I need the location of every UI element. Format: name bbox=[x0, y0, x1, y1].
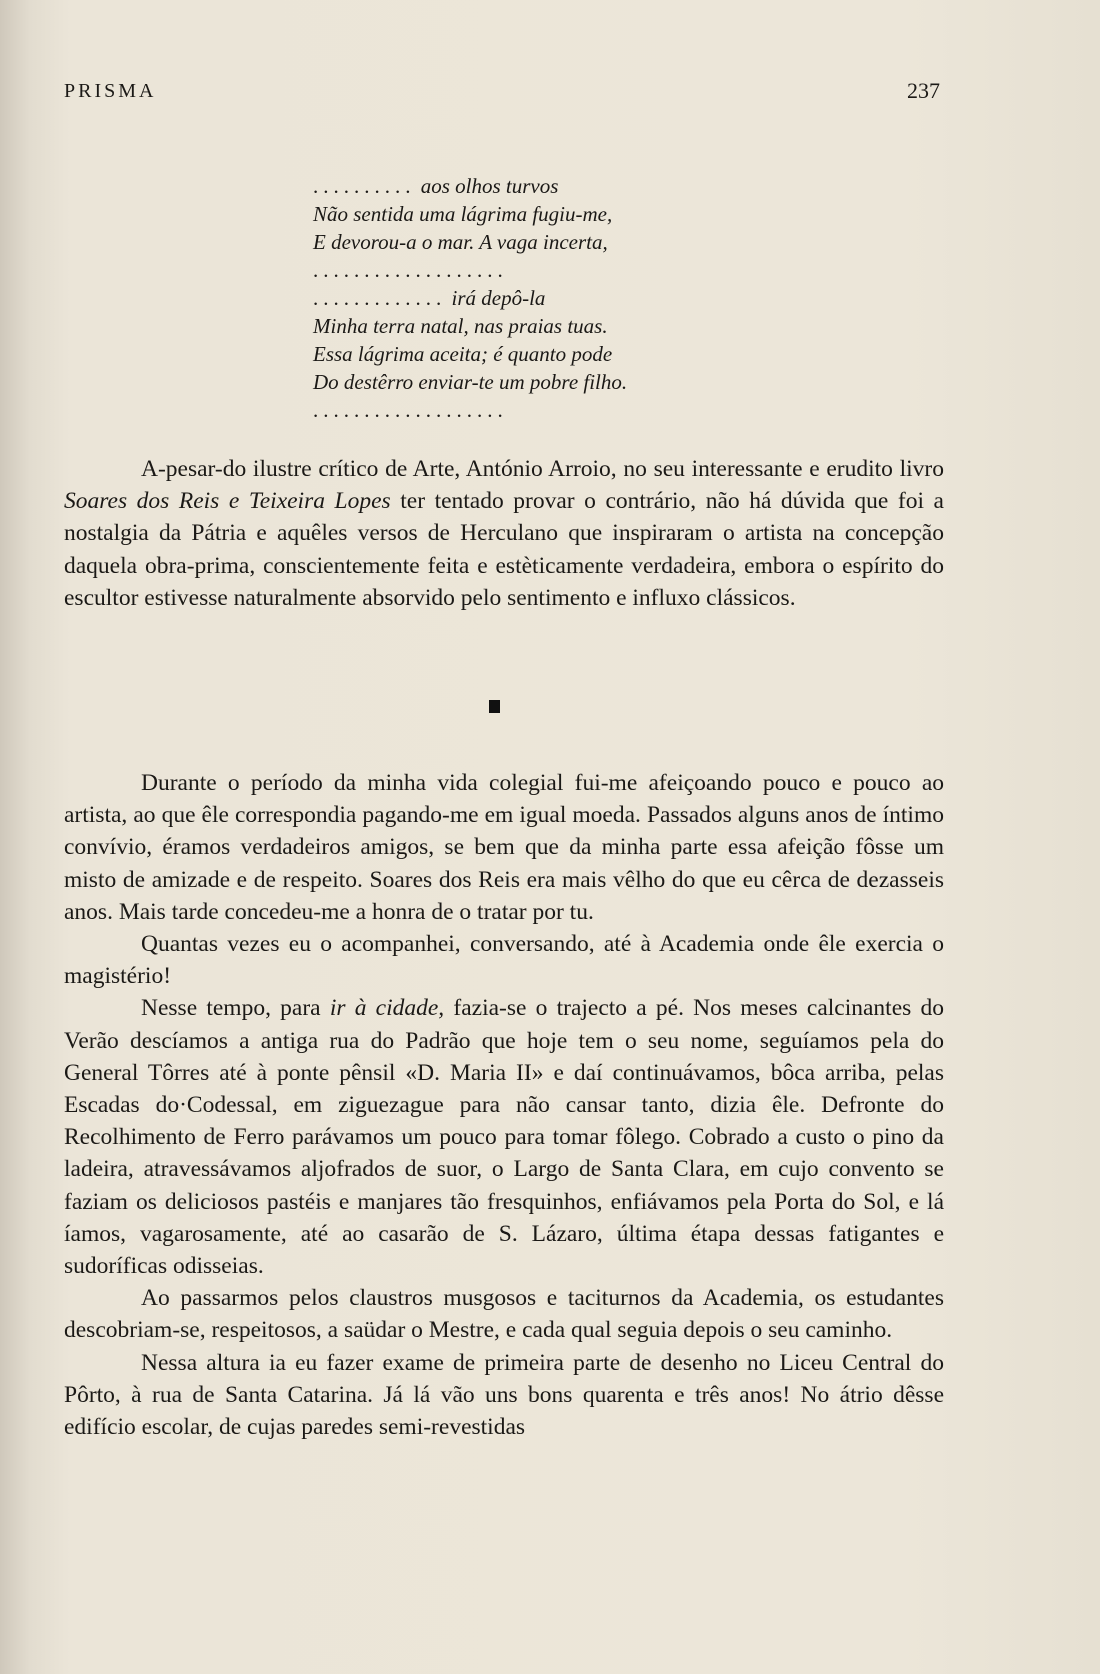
paragraph bbox=[64, 992, 944, 1282]
paragraph bbox=[64, 453, 944, 614]
section-break-square bbox=[489, 700, 500, 713]
poem-line-text: aos olhos turvos bbox=[420, 174, 559, 198]
poem-line: Essa lágrima aceita; é quanto pode bbox=[313, 342, 613, 366]
paragraph: Durante o período da minha vida colegial fui-me afeiçoando pouco e pouco ao artista, ao que êle correspondia pagando-me em igual moeda. Passados alguns anos de íntimo convívio, éramos verdadeiros amigos, se bem que da minha parte essa afeição fôsse um misto de amizade e de respeito. Soares dos Reis era mais vêlho do que eu cêrca de dezasseis anos. Mais tarde concedeu-me a honra de o tratar por tu. bbox=[64, 770, 944, 925]
poem-line bbox=[313, 284, 693, 312]
paragraph-text: fazia-se o trajecto a pé. Nos meses calcinantes do Verão descíamos a antiga rua do Padrão que hoje tem o seu nome, seguíamos pela do General Tôrres até à ponte pênsil «D. Maria II» e daí continuávamos, bôca arriba, pelas Escadas do·Codessal, em ziguezague para não cansar tanto, dizia êle. Defronte do Recolhimento de Ferro parávamos um pouco para tomar fôlego. Cobrado a custo o pino da ladeira, atravessávamos aljofrados de suor, o Largo de Santa Clara, em cujo convento se faziam os deliciosos pastéis e manjares tão fresquinhos, enfiávamos pela Porta do Sol, e lá íamos, vagarosamente, até ao casarão de S. Lázaro, última étapa dessas fatigantes e sudoríficas odisseias. bbox=[64, 995, 944, 1280]
paragraph-text: Nesse tempo, para bbox=[141, 995, 330, 1022]
page-number: 237 bbox=[907, 78, 940, 103]
ellipsis-dots: ................... bbox=[313, 398, 508, 422]
paragraph: Ao passarmos pelos claustros musgosos e taciturnos da Academia, os estudantes descobriam-se, respeitosos, a saüdar o Mestre, e cada qual seguia depois o seu caminho. bbox=[64, 1285, 944, 1344]
paragraph-text: ter tentado provar o contrário, não há dúvida que foi a nostalgia da Pátria e aquêles versos de Herculano que inspiraram o artista na concepção daquela obra-prima, conscientemente feita e estèticamente verdadeira, embora o espírito do escultor estivesse naturalmente absorvido pelo sentimento e influxo clássicos. bbox=[64, 488, 944, 611]
body-text-block bbox=[64, 453, 944, 614]
body-text-block bbox=[64, 767, 944, 1443]
ellipsis-dots: ............. bbox=[313, 286, 447, 310]
paragraph: Nessa altura ia eu fazer exame de primeira parte de desenho no Liceu Central do Pôrto, à rua de Santa Catarina. Já lá vão uns bons quarenta e três anos! No átrio dêsse edifício escolar, de cujas paredes semi-revestidas bbox=[64, 1349, 944, 1441]
poem-quotation bbox=[313, 172, 693, 424]
ellipsis-dots: ................... bbox=[313, 258, 508, 282]
ellipsis-dots: .......... bbox=[313, 174, 416, 198]
paragraph-text: A-pesar-do ilustre crítico de Arte, António Arroio, no seu interessante e erudito livro bbox=[141, 456, 944, 482]
poem-line: Não sentida uma lágrima fugiu-me, bbox=[313, 202, 613, 226]
poem-line-text: irá depô-la bbox=[451, 286, 546, 310]
poem-line: Minha terra natal, nas praias tuas. bbox=[313, 314, 608, 338]
poem-line bbox=[313, 172, 693, 200]
emphasis-text: ir à cidade, bbox=[329, 995, 445, 1022]
paragraph: Quantas vezes eu o acompanhei, conversando, até à Academia onde êle exercia o magistério! bbox=[64, 931, 944, 990]
running-title: PRISMA bbox=[64, 80, 157, 102]
book-title: Soares dos Reis e Teixeira Lopes bbox=[64, 488, 391, 515]
poem-line: Do destêrro enviar-te um pobre filho. bbox=[313, 370, 628, 394]
poem-line: E devorou-a o mar. A vaga incerta, bbox=[313, 230, 608, 254]
